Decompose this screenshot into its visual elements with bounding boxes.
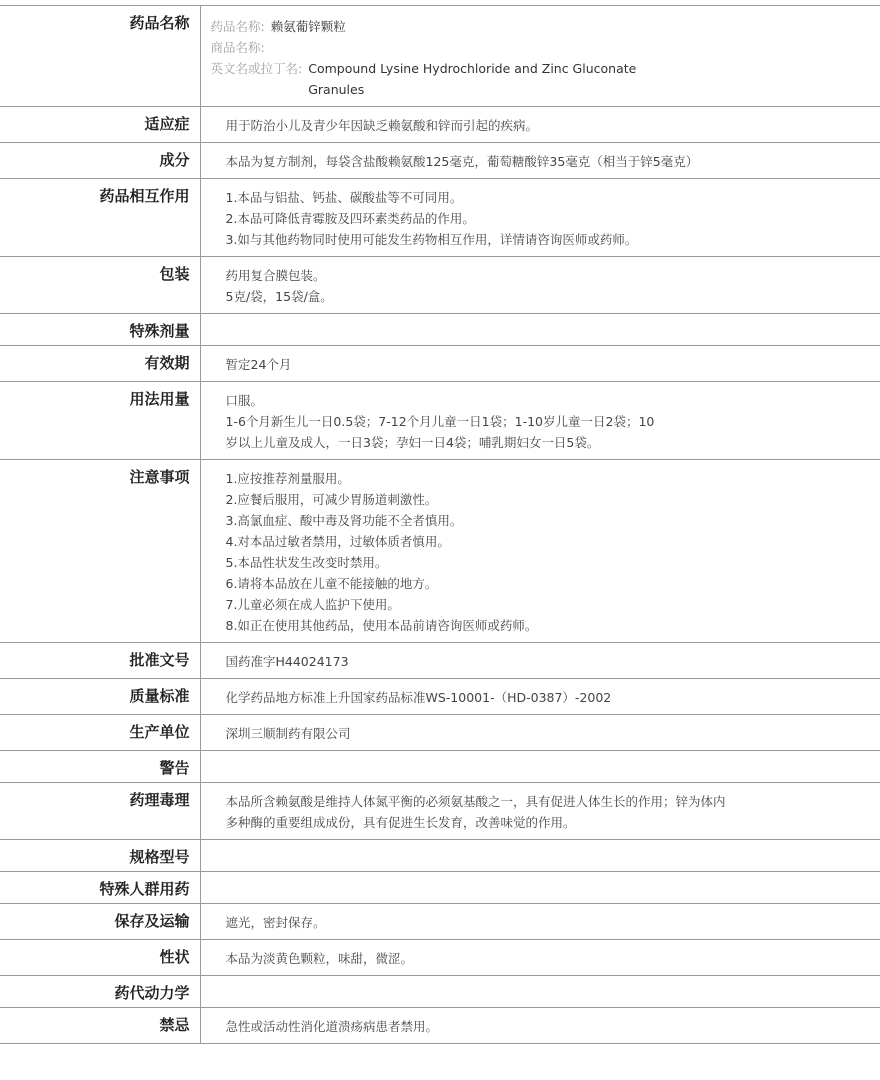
row-value	[200, 643, 880, 679]
row-label: 药理毒理	[0, 783, 200, 840]
row-value-line: 暂定24个月	[225, 357, 292, 372]
row-label: 性状	[0, 940, 200, 976]
row-value-line: 7.儿童必须在成人监护下使用。	[225, 597, 400, 612]
row-value-line: 岁以上儿童及成人，一日3袋；孕妇一日4袋；哺乳期妇女一日5袋。	[225, 435, 600, 450]
table-row	[0, 179, 880, 257]
row-value	[200, 314, 880, 346]
row-value	[200, 346, 880, 382]
row-value-line: 化学药品地方标准上升国家药品标准WS-10001-（HD-0387）-2002	[225, 690, 612, 705]
row-label: 规格型号	[0, 840, 200, 872]
table-row	[0, 940, 880, 976]
row-value-line: 用于防治小儿及青少年因缺乏赖氨酸和锌而引起的疾病。	[225, 118, 539, 133]
row-label: 适应症	[0, 107, 200, 143]
table-row	[0, 314, 880, 346]
row-value	[200, 179, 880, 257]
row-value	[200, 783, 880, 840]
table-row	[0, 715, 880, 751]
row-label: 有效期	[0, 346, 200, 382]
row-value-line: 1.应按推荐剂量服用。	[225, 471, 350, 486]
table-row	[0, 460, 880, 643]
row-value	[200, 940, 880, 976]
table-row	[0, 382, 880, 460]
row-value-line: 2.应餐后服用，可减少胃肠道刺激性。	[225, 492, 438, 507]
generic-name-row	[211, 16, 871, 37]
generic-name-value: 赖氨葡锌颗粒	[270, 19, 346, 34]
row-value-line: 药用复合膜包装。	[225, 268, 326, 283]
row-value	[200, 143, 880, 179]
trade-name-key: 商品名称:	[210, 40, 265, 55]
table-row	[0, 143, 880, 179]
row-value-line: 本品为复方制剂，每袋含盐酸赖氨酸125毫克，葡萄糖酸锌35毫克（相当于锌5毫克）	[225, 154, 699, 169]
row-value-line: 本品所含赖氨酸是维持人体氮平衡的必须氨基酸之一，具有促进人体生长的作用；锌为体内	[225, 794, 726, 809]
row-value-line: 遮光，密封保存。	[225, 915, 326, 930]
table-row	[0, 346, 880, 382]
row-value-line: 急性或活动性消化道溃疡病患者禁用。	[225, 1019, 439, 1034]
row-value	[200, 679, 880, 715]
row-value-line: 6.请将本品放在儿童不能接触的地方。	[225, 576, 438, 591]
row-label: 包装	[0, 257, 200, 314]
row-label: 保存及运输	[0, 904, 200, 940]
row-value-line: 2.本品可降低青霉胺及四环素类药品的作用。	[225, 211, 475, 226]
row-label: 生产单位	[0, 715, 200, 751]
english-name-line: Granules	[308, 82, 365, 97]
english-name-key: 英文名或拉丁名:	[210, 61, 303, 76]
row-value	[200, 751, 880, 783]
row-label: 药品名称	[0, 6, 200, 107]
generic-name-key: 药品名称:	[210, 19, 265, 34]
row-label: 警告	[0, 751, 200, 783]
row-value	[200, 382, 880, 460]
drug-info-table	[0, 5, 880, 1044]
row-value-line: 1.本品与铝盐、钙盐、碳酸盐等不可同用。	[225, 190, 463, 205]
row-value-line: 4.对本品过敏者禁用，过敏体质者慎用。	[225, 534, 450, 549]
row-value-line: 3.高氯血症、酸中毒及肾功能不全者慎用。	[225, 513, 463, 528]
row-label: 质量标准	[0, 679, 200, 715]
row-label: 成分	[0, 143, 200, 179]
table-row	[0, 257, 880, 314]
table-row	[0, 872, 880, 904]
row-value	[200, 715, 880, 751]
row-value	[200, 107, 880, 143]
table-row	[0, 643, 880, 679]
row-value-line: 深圳三顺制药有限公司	[225, 726, 351, 741]
table-row	[0, 107, 880, 143]
row-value-line: 口服。	[225, 393, 264, 408]
row-label: 特殊剂量	[0, 314, 200, 346]
table-row	[0, 840, 880, 872]
table-row	[0, 976, 880, 1008]
row-label: 用法用量	[0, 382, 200, 460]
row-value-line: 8.如正在使用其他药品，使用本品前请咨询医师或药师。	[225, 618, 538, 633]
table-row	[0, 904, 880, 940]
row-label: 特殊人群用药	[0, 872, 200, 904]
row-value-line: 5.本品性状发生改变时禁用。	[225, 555, 388, 570]
row-value	[200, 840, 880, 872]
row-value-line: 5克/袋，15袋/盒。	[225, 289, 333, 304]
row-value	[200, 904, 880, 940]
row-value-line: 3.如与其他药物同时使用可能发生药物相互作用，详情请咨询医师或药师。	[225, 232, 638, 247]
english-name-row	[211, 58, 871, 100]
row-label: 禁忌	[0, 1008, 200, 1044]
table-row	[0, 679, 880, 715]
row-value	[200, 976, 880, 1008]
table-row-drug-name	[0, 6, 880, 107]
row-value	[200, 460, 880, 643]
row-value	[200, 1008, 880, 1044]
drug-name-cell	[200, 6, 880, 107]
row-label: 批准文号	[0, 643, 200, 679]
table-row	[0, 751, 880, 783]
english-name-value	[308, 58, 636, 100]
row-label: 药品相互作用	[0, 179, 200, 257]
table-row	[0, 1008, 880, 1044]
table-row	[0, 783, 880, 840]
row-value-line: 国药准字H44024173	[225, 654, 349, 669]
row-label: 药代动力学	[0, 976, 200, 1008]
row-value-line: 本品为淡黄色颗粒，味甜，微涩。	[225, 951, 414, 966]
row-value	[200, 257, 880, 314]
row-value	[200, 872, 880, 904]
row-value-line: 1-6个月新生儿一日0.5袋；7-12个月儿童一日1袋；1-10岁儿童一日2袋；10	[225, 414, 655, 429]
row-label: 注意事项	[0, 460, 200, 643]
trade-name-row	[211, 37, 871, 58]
english-name-line: Compound Lysine Hydrochloride and Zinc Gluconate	[308, 61, 637, 76]
row-value-line: 多种酶的重要组成成份，具有促进生长发育，改善味觉的作用。	[225, 815, 576, 830]
